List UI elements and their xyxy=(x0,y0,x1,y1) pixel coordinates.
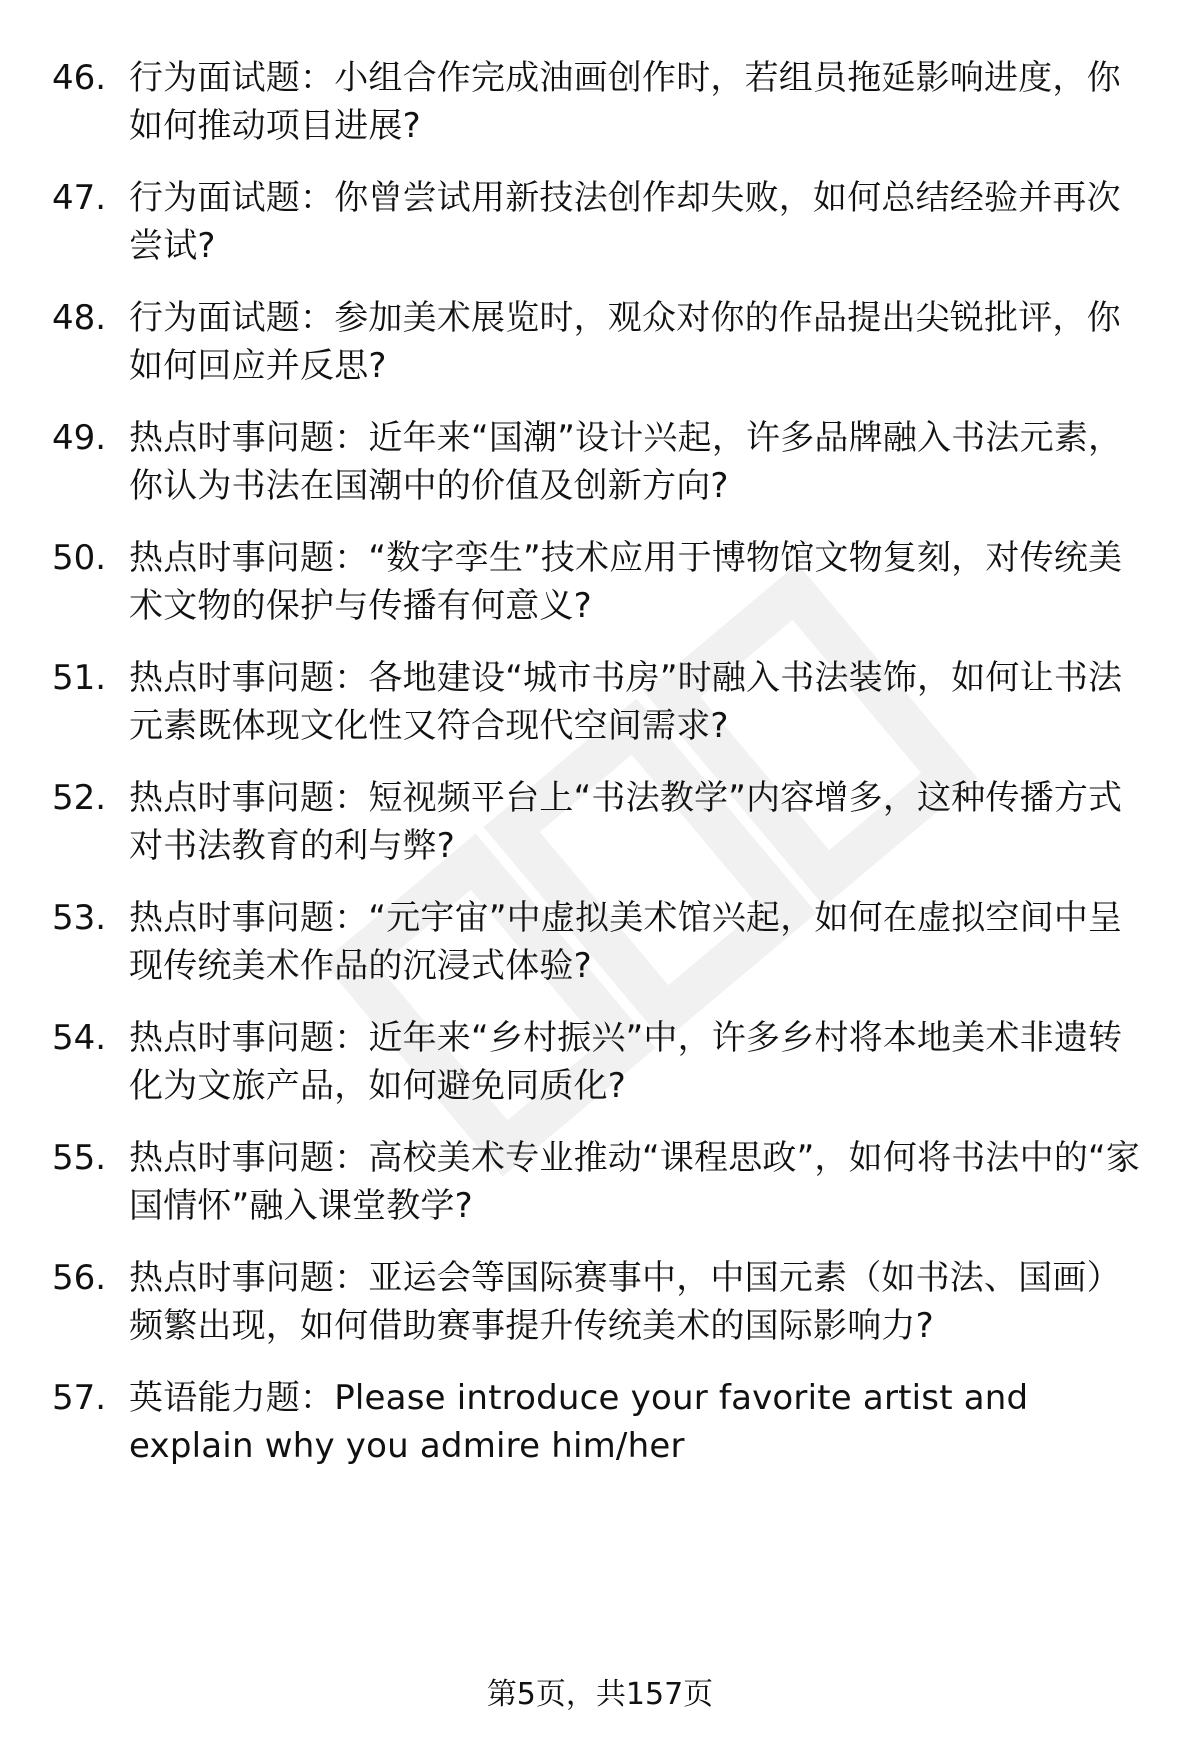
question-text: 热点时事问题：各地建设“城市书房”时融入书法装饰，如何让书法元素既体现文化性又符合现代空间需求? xyxy=(129,658,1123,746)
question-item xyxy=(0,894,1200,994)
question-number: 47. xyxy=(52,178,107,218)
question-item xyxy=(0,1014,1200,1114)
question-number: 53. xyxy=(52,898,107,938)
page-number-footer: 第5页，共157页 xyxy=(486,1677,714,1712)
question-text: 行为面试题：小组合作完成油画创作时，若组员拖延影响进度，你如何推动项目进展? xyxy=(129,58,1121,146)
question-text: 热点时事问题：“数字孪生”技术应用于博物馆文物复刻，对传统美术文物的保护与传播有何意义? xyxy=(129,538,1123,626)
question-number: 48. xyxy=(52,298,107,338)
question-item xyxy=(0,1254,1200,1354)
question-text: 热点时事问题：短视频平台上“书法教学”内容增多，这种传播方式对书法教育的利与弊? xyxy=(129,778,1123,866)
question-item xyxy=(0,534,1200,634)
question-number: 54. xyxy=(52,1018,107,1058)
question-item xyxy=(0,774,1200,874)
question-item xyxy=(0,1134,1200,1234)
question-number: 52. xyxy=(52,778,107,818)
question-number: 56. xyxy=(52,1258,107,1298)
question-number: 50. xyxy=(52,538,107,578)
question-item xyxy=(0,654,1200,754)
question-item xyxy=(0,414,1200,514)
question-text: 行为面试题：你曾尝试用新技法创作却失败，如何总结经验并再次尝试? xyxy=(129,178,1121,266)
question-number: 46. xyxy=(52,58,107,98)
question-item xyxy=(0,54,1200,154)
question-text: 热点时事问题：近年来“国潮”设计兴起，许多品牌融入书法元素，你认为书法在国潮中的价值及创新方向? xyxy=(129,418,1123,506)
question-number: 55. xyxy=(52,1138,107,1178)
question-text: 热点时事问题：高校美术专业推动“课程思政”，如何将书法中的“家国情怀”融入课堂教学? xyxy=(129,1138,1141,1226)
question-item xyxy=(0,294,1200,394)
question-number: 49. xyxy=(52,418,107,458)
question-text: 热点时事问题：“元宇宙”中虚拟美术馆兴起，如何在虚拟空间中呈现传统美术作品的沉浸式体验? xyxy=(129,898,1123,986)
question-item xyxy=(0,1374,1200,1474)
question-text: 热点时事问题：亚运会等国际赛事中，中国元素（如书法、国画）频繁出现，如何借助赛事提升传统美术的国际影响力? xyxy=(129,1258,1121,1346)
question-item xyxy=(0,174,1200,274)
question-number: 57. xyxy=(52,1378,107,1418)
question-number: 51. xyxy=(52,658,107,698)
question-text: 行为面试题：参加美术展览时，观众对你的作品提出尖锐批评，你如何回应并反思? xyxy=(129,298,1121,386)
question-text: 热点时事问题：近年来“乡村振兴”中，许多乡村将本地美术非遗转化为文旅产品，如何避免同质化? xyxy=(129,1018,1123,1106)
question-text: 英语能力题：Please introduce your favorite artist and explain why you admire him/her xyxy=(129,1378,1029,1466)
